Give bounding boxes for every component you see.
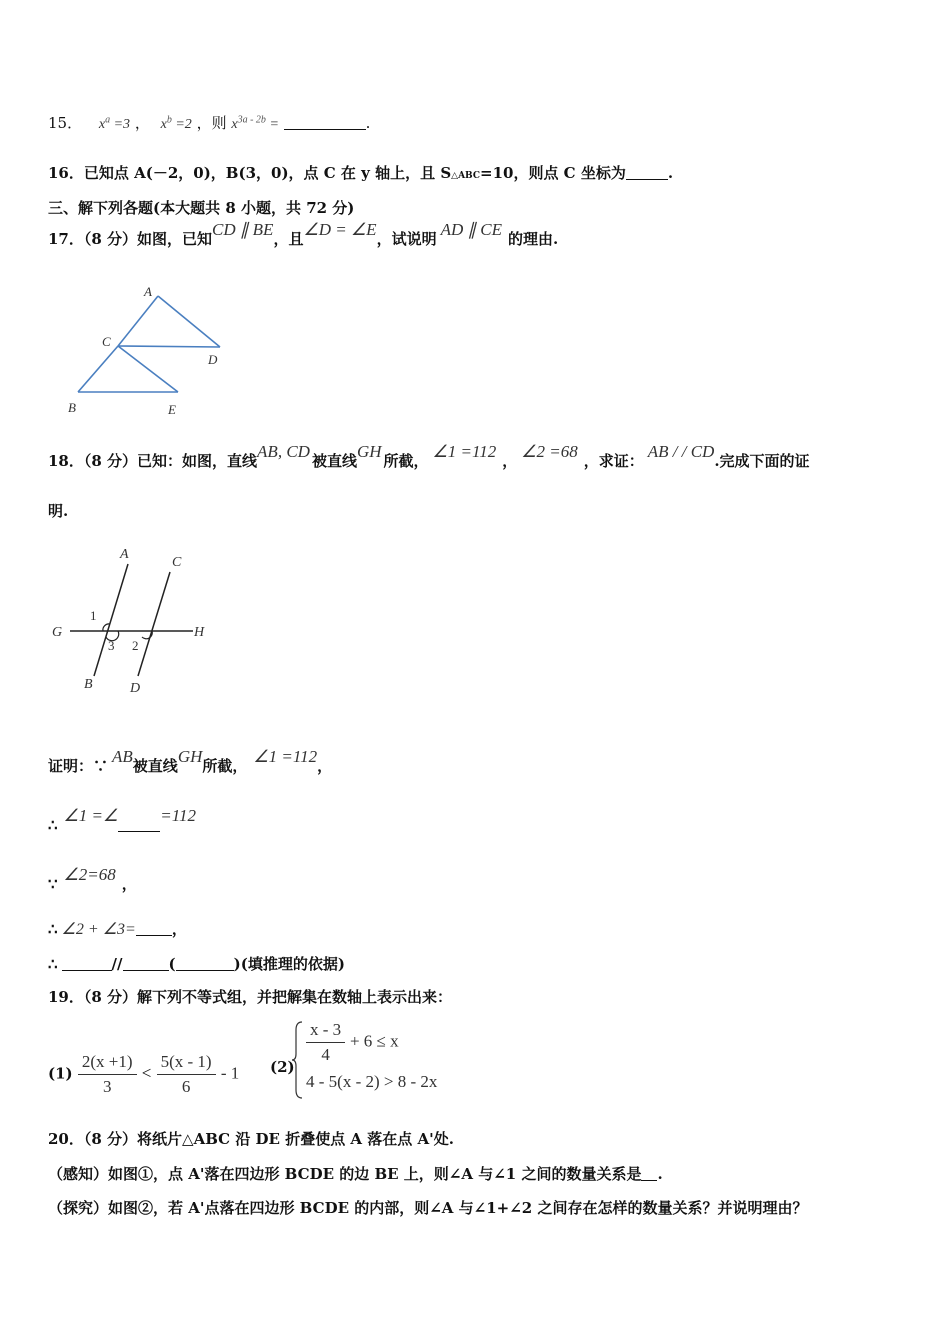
q20-answer-blank[interactable]	[641, 1166, 657, 1181]
proof-blank-reason[interactable]	[176, 956, 234, 971]
q18-math-ab-cd: AB, CD	[257, 442, 310, 461]
label-E: E	[168, 402, 176, 417]
label-B: B	[68, 400, 76, 415]
question-18-cont: 明.	[48, 502, 69, 520]
proof-blank-sum[interactable]	[136, 921, 172, 936]
label-C: C	[172, 555, 182, 570]
line-CD	[138, 572, 170, 676]
segment-AC	[118, 296, 158, 346]
proof-line-4: ∴ ∠2 + ∠3= ，	[48, 920, 187, 938]
q18-math-gh: GH	[356, 442, 382, 461]
label-H: H	[194, 625, 205, 640]
proof-blank-angle[interactable]	[118, 817, 160, 832]
label-D: D	[208, 352, 218, 367]
q17-figure	[62, 280, 232, 420]
segment-CD	[118, 346, 220, 347]
segment-AD	[158, 296, 220, 347]
label-3: 3	[108, 638, 115, 653]
section-3-heading: 三、解下列各题(本大题共 8 小题，共 72 分)	[48, 199, 355, 217]
label-D: D	[130, 681, 141, 696]
q16-answer-blank[interactable]	[626, 165, 668, 180]
label-G: G	[52, 625, 63, 640]
inequality-2: 4 - 5(x - 2) > 8 - 2x	[306, 1072, 438, 1091]
q17-math-cd-be: CD ∥ BE	[212, 220, 274, 239]
label-2: 2	[132, 638, 139, 653]
q15-answer-blank[interactable]	[284, 115, 366, 130]
segment-CE	[118, 346, 178, 392]
q17-math-ad-ce: AD ∥ CE	[440, 220, 502, 239]
system-brace	[292, 1020, 304, 1100]
question-16: 16．已知点 A(－2，0)，B(3，0)，点 C 在 y 轴上，且 S△ABC=10，则点 C 坐标为 .	[48, 164, 674, 182]
q18-math-angle1: ∠1 =112	[432, 442, 497, 461]
segment-CB	[78, 346, 118, 392]
label-C: C	[102, 334, 111, 349]
proof-line-2: ∴ ∠1 =∠ =112	[48, 806, 196, 834]
fraction-5x1-over-6: $\frac{5(x - 1)}{6}$	[157, 1052, 216, 1097]
q15-expr-x-a: $x^a =3$	[98, 114, 131, 132]
proof-line-5: ∴ // ( )(填推理的依据)	[48, 955, 345, 973]
fraction-x3-over-4: $\frac{x - 3}{4}$	[306, 1020, 345, 1065]
q19-part1: (1) $\frac{2(x +1)}{3}$ < $\frac{5(x - 1)}{6}$ - 1	[48, 1052, 240, 1096]
q15-number: 15．	[48, 114, 83, 132]
label-B: B	[84, 677, 93, 692]
proof-blank-line1[interactable]	[62, 956, 112, 971]
q18-math-ab-cd-parallel: AB / / CD	[647, 442, 715, 461]
fraction-2x1-over-3: $\frac{2(x +1)}{3}$	[78, 1052, 137, 1097]
q18-figure	[48, 540, 228, 700]
q17-math-angles: ∠D = ∠E	[303, 220, 377, 239]
line-AB	[94, 564, 128, 676]
question-17: 17．（8 分）如图，已知CD ∥ BE，且∠D = ∠E，试说明 AD ∥ CE 的理由.	[48, 220, 559, 248]
question-20: 20．（8 分）将纸片△ABC 沿 DE 折叠使点 A 落在点 A'处.	[48, 1130, 454, 1148]
proof-line-1: 证明：∵ AB被直线GH所截， ∠1 =112，	[48, 747, 333, 775]
q15-expr-x-b: $x^b =2$	[160, 114, 192, 132]
label-A: A	[120, 547, 129, 562]
proof-blank-line2[interactable]	[123, 956, 169, 971]
q20-perception: （感知）如图①，点 A'落在四边形 BCDE 的边 BE 上，则∠A 与∠1 之间的数量关系是 .	[48, 1165, 663, 1183]
q20-exploration: （探究）如图②，若 A'点落在四边形 BCDE 的内部，则∠A 与∠1+∠2 之间存在怎样的数量关系？并说明理由？	[48, 1199, 808, 1217]
q15-expr-target: $x^{3a - 2b}$ =	[231, 114, 279, 132]
proof-line-3: ∵ ∠2=68 ，	[48, 865, 137, 893]
label-A: A	[144, 284, 152, 299]
q18-math-angle2: ∠2 =68	[521, 442, 578, 461]
label-1: 1	[90, 608, 97, 623]
question-18: 18．（8 分）已知：如图，直线AB, CD 被直线GH 所截， ∠1 =112 ， ∠2 =68 ，求证： AB / / CD.完成下面的证	[48, 442, 810, 470]
question-15: 15． $x^a =3$ ， $x^b =2$ ，则 $x^{3a - 2b}$ = .	[48, 114, 371, 132]
question-19-title: 19．（8 分）解下列不等式组，并把解集在数轴上表示出来：	[48, 988, 453, 1006]
